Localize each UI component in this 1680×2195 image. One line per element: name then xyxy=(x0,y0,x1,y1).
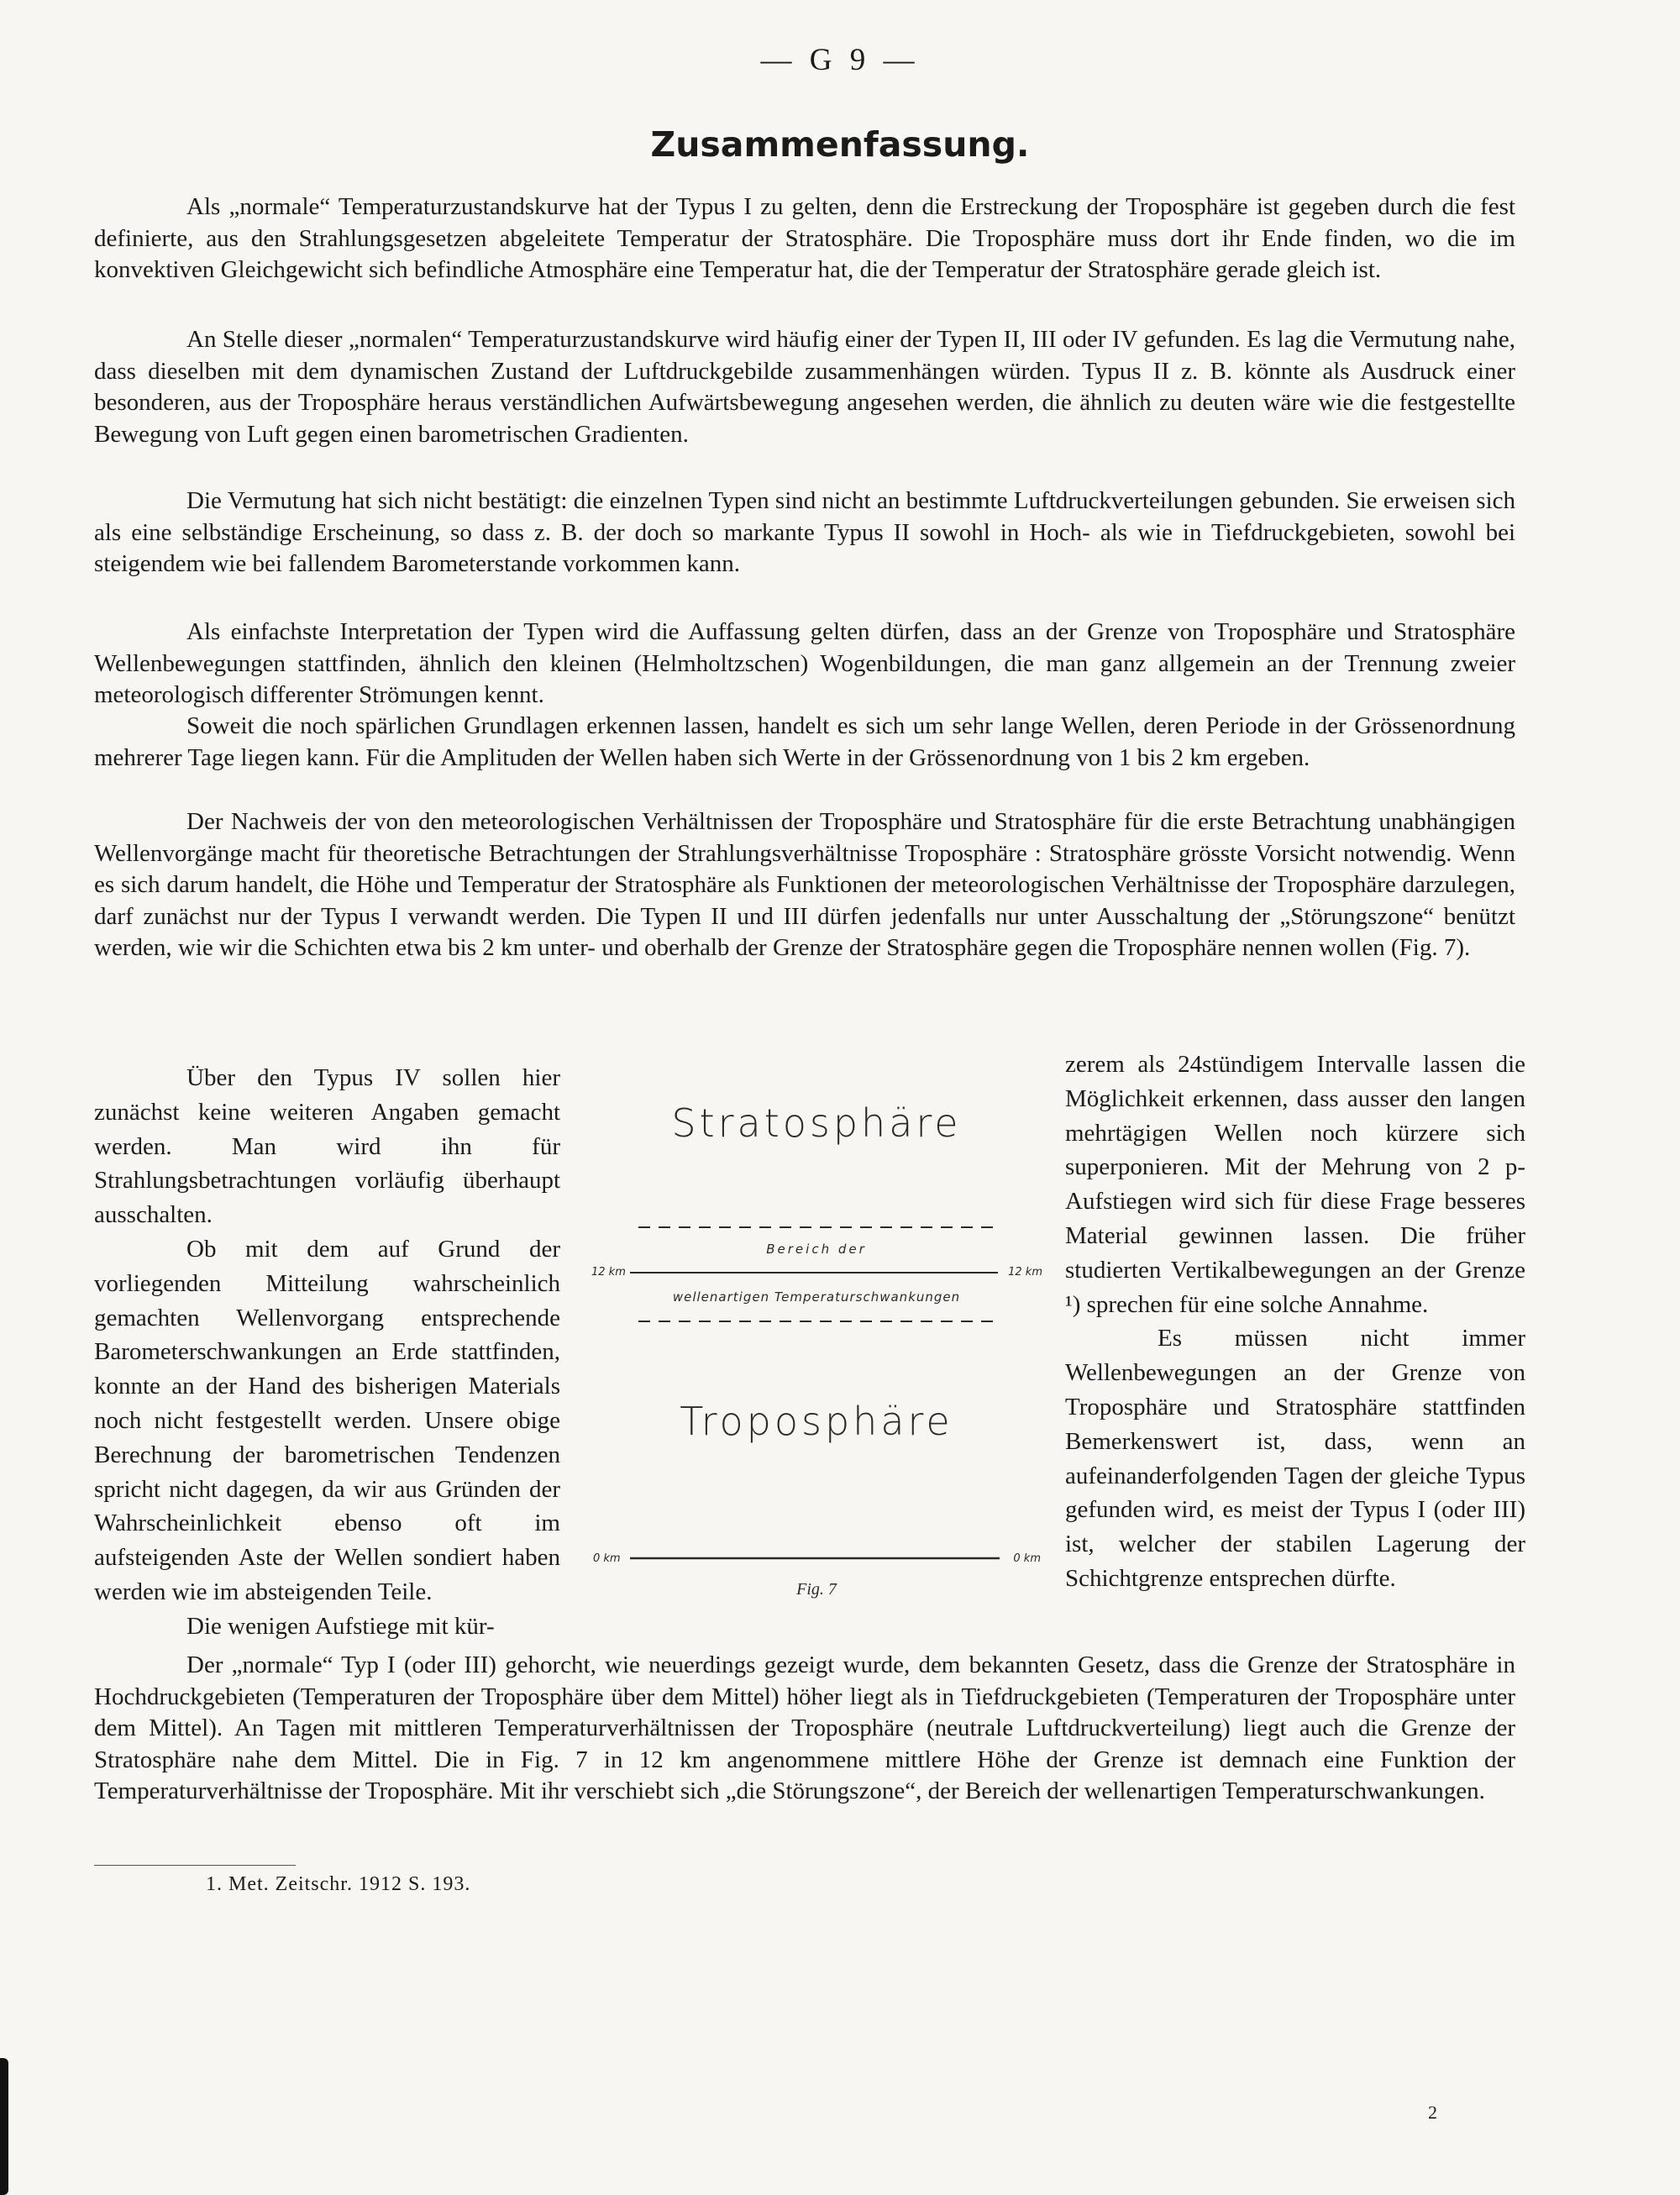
left-column-paragraph-2: Ob mit dem auf Grund der vorliegenden Mitteilung wahrscheinlich gemachten Wellenvorgang entsprechende Barometerschwankungen an Erde stattfinden, konnte an der Hand des bisherigen Materials noch nicht festgestellt werden. Unsere obige Berechnung der barometrischen Tendenzen spricht nicht dagegen, da wir aus Gründen der Wahrscheinlichkeit ebenso oft im aufsteigenden Aste der Wellen sondiert haben werden wie im absteigenden Teile. xyxy=(94,1235,560,1605)
figure-caption: Fig. 7 xyxy=(796,1580,837,1599)
page-number: — G 9 — xyxy=(760,43,920,77)
paragraph-6: Der Nachweis der von den meteorologischen Verhältnissen der Troposphäre und Stratosphäre für die erste Betrachtung unabhängigen Wellenvorgänge macht für theoretische Betrachtungen der Strahlungsverhältnisse Troposphäre : Stratosphäre grösste Vorsicht notwendig. Wenn es sich darum handelt, die Höhe und Temperatur der Stratosphäre als Funktionen der meteorologischen Verhältnisse der Troposphäre darzulegen, darf zunächst nur der Typus I verwandt werden. Die Typen II und III dürfen jedenfalls nur unter Ausschaltung der „Störungszone“ benützt werden, wie wir die Schichten etwa bis 2 km unter- und oberhalb der Grenze der Stratosphäre gegen die Troposphäre nennen wollen (Fig. 7). xyxy=(94,808,1515,962)
paragraph-1: Als „normale“ Temperaturzustandskurve hat der Typus I zu gelten, denn die Erstreckung der Troposphäre ist gegeben durch die fest definierte, aus den Strahlungsgesetzen abgeleitete Temperatur der Stratosphäre. Die Troposphäre muss dort ihr Ende finden, wo die im konvektiven Gleichgewicht sich befindliche Atmosphäre eine Temperatur hat, die der Temperatur der Stratosphäre gerade gleich ist. xyxy=(94,193,1515,284)
stratosphere-label: Stratosphäre xyxy=(671,1100,962,1146)
left-column-paragraph-1: Über den Typus IV sollen hier zunächst keine weiteren Angaben gemacht werden. Man wird ihn für Strahlungsbetrachtungen vorläufig überhaupt ausschalten. xyxy=(94,1064,560,1229)
right-column-paragraph-1: zerem als 24stündigem Intervalle lassen die Möglichkeit erkennen, dass ausser den langen mehrtägigen Wellen noch kürzere sich superponieren. Mit der Mehrung von 2 p-Aufstiegen wird sich für diese Frage besseres Material gewinnen lassen. Die früher studierten Vertikalbewegungen an der Grenze ¹) sprechen für eine solche Annahme. xyxy=(1065,1051,1525,1318)
right-0km-label: 0 km xyxy=(1013,1552,1041,1565)
troposphere-label: Troposphäre xyxy=(680,1399,953,1444)
right-12km-label: 12 km xyxy=(1008,1266,1042,1279)
left-12km-label: 12 km xyxy=(591,1266,626,1279)
figure-7 xyxy=(588,1063,1046,1609)
footnote: 1. Met. Zeitschr. 1912 S. 193. xyxy=(206,1873,471,1895)
left-column xyxy=(94,1061,560,1644)
paragraph-7: Der „normale“ Typ I (oder III) gehorcht, wie neuerdings gezeigt wurde, dem bekannten Gesetz, dass die Grenze der Stratosphäre in Hochdruckgebieten (Temperaturen der Troposphäre über dem Mittel) höher liegt als in Tiefdruckgebieten (Temperaturen der Troposphäre unter dem Mittel). An Tagen mit mittleren Temperaturverhältnissen der Troposphäre (neutrale Luftdruckverteilung) liegt auch die Grenze der Stratosphäre nahe dem Mittel. Die in Fig. 7 in 12 km angenommene mittlere Höhe der Grenze ist demnach eine Funktion der Temperaturverhältnisse der Troposphäre. Mit ihr verschiebt sich „die Störungszone“, der Bereich der wellenartigen Temperaturschwankungen. xyxy=(94,1652,1515,1805)
footnote-rule xyxy=(94,1865,296,1866)
paragraph-4: Als einfachste Interpretation der Typen wird die Auffassung gelten dürfen, dass an der Grenze von Troposphäre und Stratosphäre Wellenbewegungen stattfinden, ähnlich den kleinen (Helmholtzschen) Wogenbildungen, die man ganz allgemein an der Trennung zweier meteorologisch differenter Strömungen kennt. xyxy=(94,618,1515,709)
band-label-line-2: wellenartigen Temperaturschwankungen xyxy=(672,1289,961,1305)
page-title: Zusammenfassung. xyxy=(650,124,1030,165)
right-column-paragraph-2: Es müssen nicht immer Wellenbewegungen an der Grenze von Troposphäre und Stratosphäre stattfinden Bemerkenswert ist, dass, wenn an aufeinanderfolgenden Tagen der gleiche Typus gefunden wird, es meist der Typus I (oder III) ist, welcher der stabilen Lagerung der Schichtgrenze entsprechen dürfte. xyxy=(1065,1325,1525,1592)
paragraph-2: An Stelle dieser „normalen“ Temperaturzustandskurve wird häufig einer der Typen II, III oder IV gefunden. Es lag die Vermutung nahe, dass dieselben mit dem dynamischen Zustand der Luftdruckgebilde zusammenhängen würden. Typus II z. B. könnte als Ausdruck einer besonderen, aus der Troposphäre heraus verständlichen Aufwärtsbewegung angesehen werden, die ähnlich zu deuten wäre wie die festgestellte Bewegung von Luft gegen einen barometrischen Gradienten. xyxy=(94,326,1515,448)
figure-7-diagram xyxy=(588,1063,1046,1609)
left-0km-label: 0 km xyxy=(593,1552,621,1565)
corner-mark: 2 xyxy=(1428,2102,1437,2123)
left-column-paragraph-3: Die wenigen Aufstiege mit kür- xyxy=(186,1612,495,1640)
scan-edge-mark xyxy=(0,2058,8,2195)
paragraph-3: Die Vermutung hat sich nicht bestätigt: die einzelnen Typen sind nicht an bestimmte Luftdruckverteilungen gebunden. Sie erweisen sich als eine selbständige Erscheinung, so dass z. B. der doch so markante Typus II sowohl in Hoch- als wie in Tiefdruckgebieten, sowohl bei steigendem wie bei fallendem Barometerstande vorkommen kann. xyxy=(94,487,1515,578)
right-column xyxy=(1065,1048,1525,1596)
band-label-line-1: Bereich der xyxy=(766,1242,867,1257)
paragraph-5: Soweit die noch spärlichen Grundlagen erkennen lassen, handelt es sich um sehr lange Wellen, deren Periode in der Grössenordnung mehrerer Tage liegen kann. Für die Amplituden der Wellen haben sich Werte in der Grössenordnung von 1 bis 2 km ergeben. xyxy=(94,712,1515,771)
